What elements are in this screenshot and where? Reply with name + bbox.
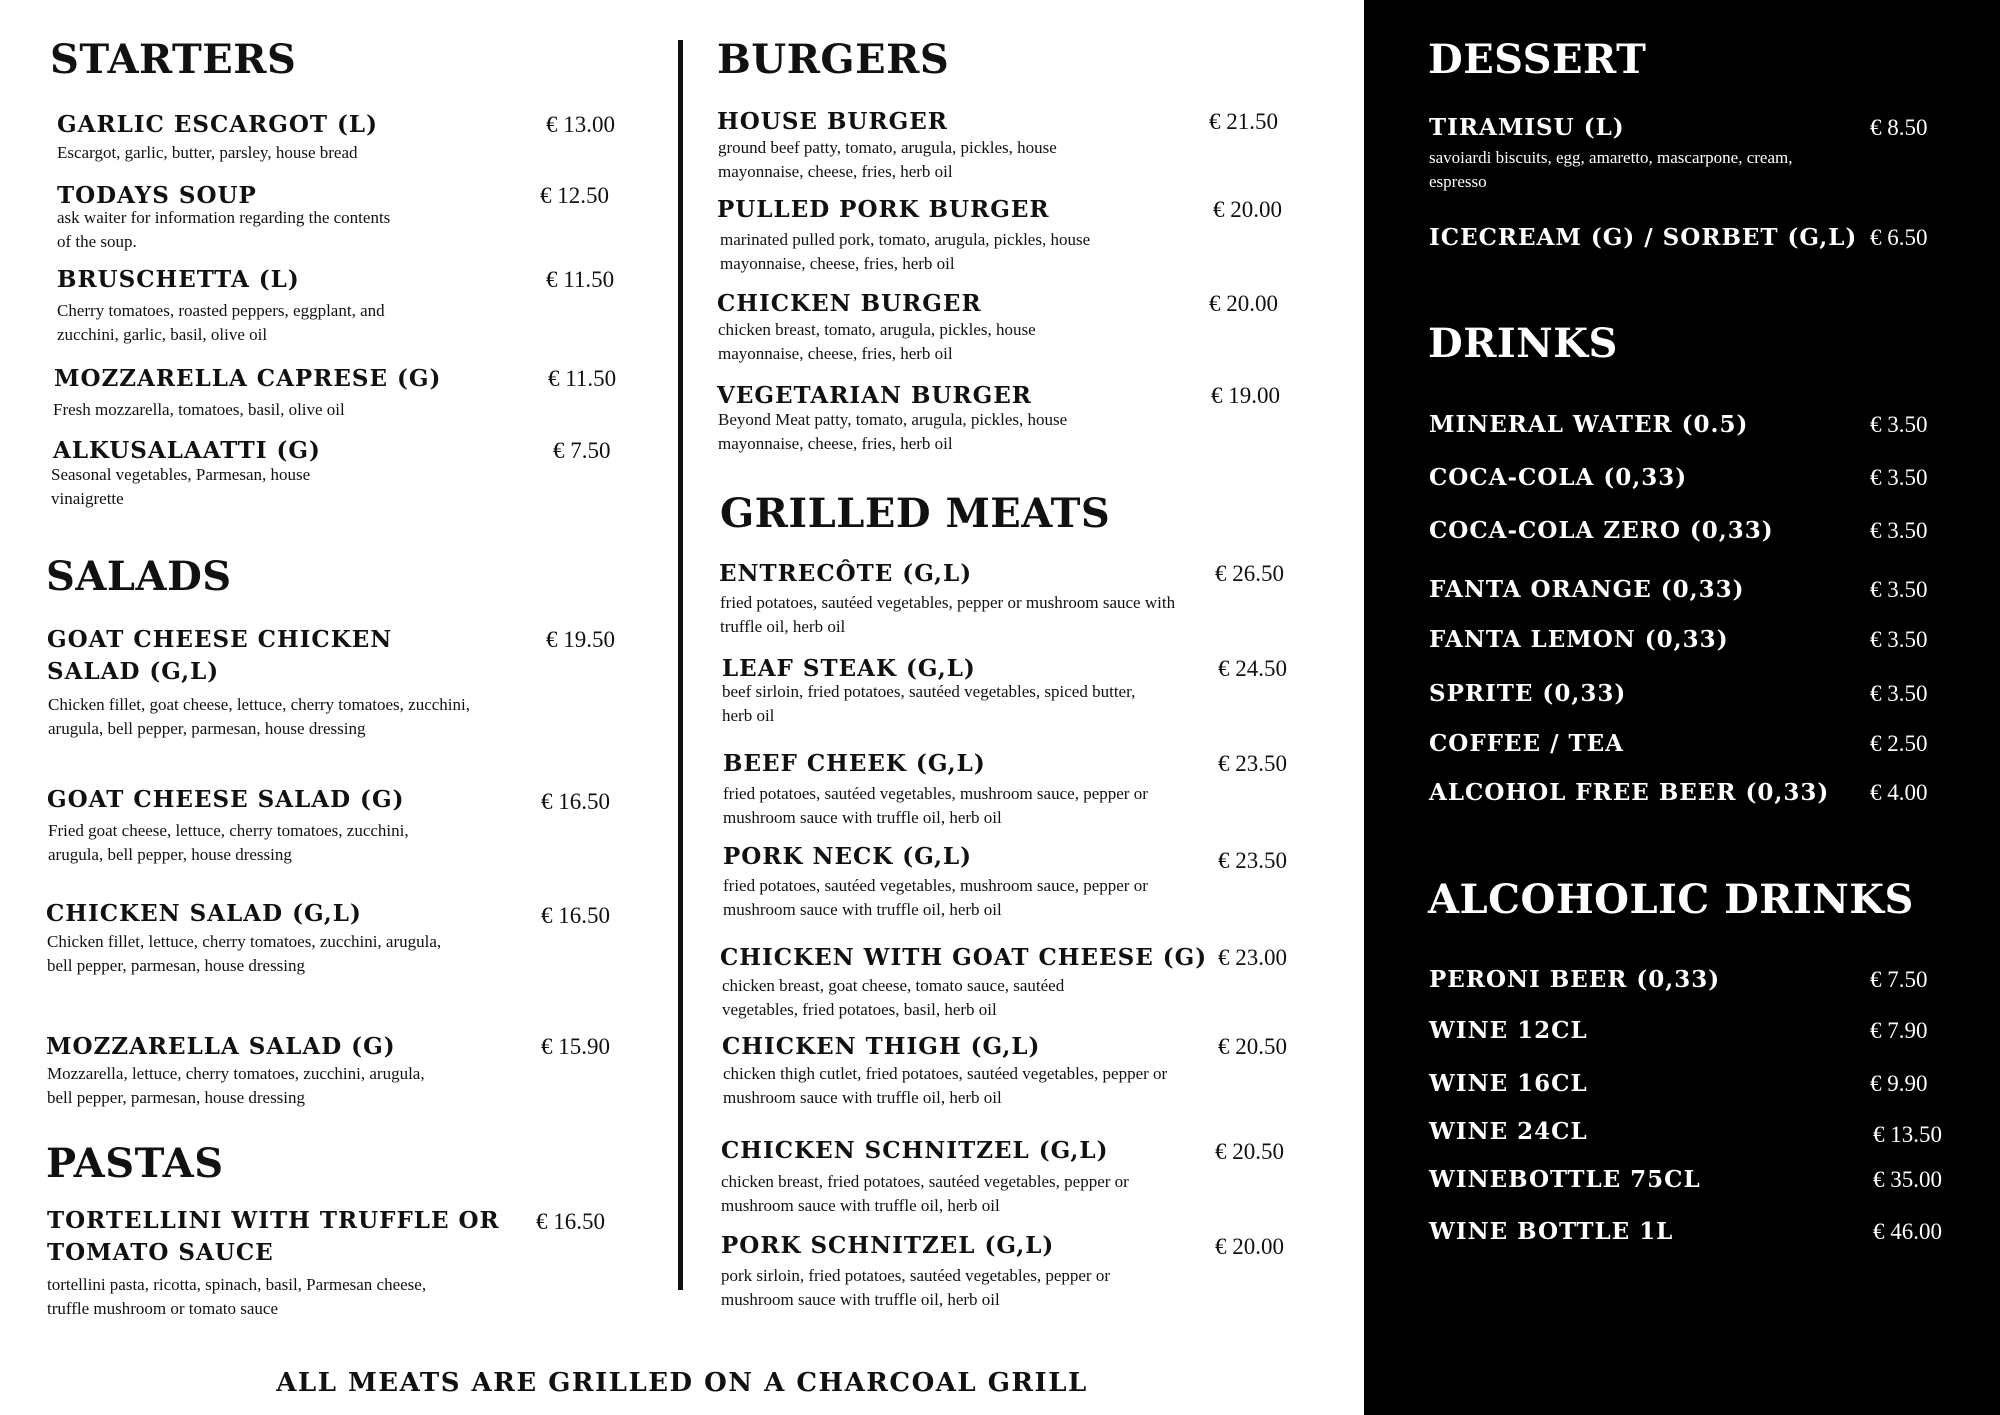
item-description: savoiardi biscuits, egg, amaretto, mascarpone, cream, espresso (1429, 148, 1793, 191)
item-name: WINE 12CL (1429, 1017, 1588, 1044)
item-name: SPRITE (0,33) (1429, 680, 1627, 707)
salads-title: SALADS (46, 553, 232, 600)
item-price: € 11.50 (548, 366, 617, 391)
item-price: € 9.90 (1870, 1071, 1928, 1096)
item-price: € 6.50 (1870, 225, 1928, 250)
item-name: ENTRECÔTE (G,L) (719, 560, 973, 587)
item-name: CHICKEN WITH GOAT CHEESE (G) (720, 944, 1208, 971)
item-price: € 4.00 (1870, 780, 1928, 805)
item-price: € 8.50 (1870, 115, 1928, 140)
item-price: € 24.50 (1218, 656, 1287, 681)
item-name: TORTELLINI WITH TRUFFLE OR TOMATO SAUCE (47, 1207, 500, 1266)
alcoholic-drinks-title: ALCOHOLIC DRINKS (1428, 876, 1914, 923)
item-name: ICECREAM (G) / SORBET (G,L) (1429, 224, 1858, 251)
item-name: CHICKEN THIGH (G,L) (722, 1033, 1041, 1060)
item-price: € 3.50 (1870, 518, 1928, 543)
item-price: € 20.00 (1215, 1234, 1284, 1259)
item-name: COCA-COLA (0,33) (1429, 464, 1688, 491)
item-name: PULLED PORK BURGER (717, 196, 1050, 223)
item-price: € 12.50 (540, 183, 609, 208)
item-price: € 3.50 (1870, 681, 1928, 706)
item-price: € 3.50 (1870, 627, 1928, 652)
item-description: Cherry tomatoes, roasted peppers, eggplant, and zucchini, garlic, basil, olive oil (57, 301, 385, 344)
item-description: Fresh mozzarella, tomatoes, basil, olive oil (53, 400, 345, 419)
item-name: COFFEE / TEA (1429, 730, 1624, 757)
item-price: € 13.50 (1873, 1122, 1942, 1147)
item-description: fried potatoes, sautéed vegetables, mushroom sauce, pepper or mushroom sauce with truffle oil, herb oil (723, 784, 1148, 827)
drinks-title: DRINKS (1428, 320, 1618, 367)
item-price: € 13.00 (546, 112, 615, 137)
item-price: € 7.50 (553, 438, 611, 463)
item-description: Beyond Meat patty, tomato, arugula, pickles, house mayonnaise, cheese, fries, herb oil (718, 410, 1068, 453)
item-price: € 16.50 (541, 903, 610, 928)
item-name: MINERAL WATER (0.5) (1429, 411, 1749, 438)
item-name: ALKUSALAATTI (G) (53, 437, 321, 464)
item-description: chicken breast, goat cheese, tomato sauce, sautéed vegetables, fried potatoes, basil, herb oil (722, 976, 1065, 1019)
item-name: CHICKEN BURGER (717, 290, 982, 317)
item-name: WINE BOTTLE 1L (1429, 1218, 1674, 1245)
item-name: ALCOHOL FREE BEER (0,33) (1429, 779, 1830, 806)
item-name: COCA-COLA ZERO (0,33) (1429, 517, 1774, 544)
item-price: € 46.00 (1873, 1219, 1942, 1244)
starters-title: STARTERS (50, 36, 297, 83)
item-name: GOAT CHEESE SALAD (G) (47, 786, 405, 813)
item-description: pork sirloin, fried potatoes, sautéed vegetables, pepper or mushroom sauce with truffle oil, herb oil (721, 1266, 1110, 1309)
item-description: chicken thigh cutlet, fried potatoes, sautéed vegetables, pepper or mushroom sauce with truffle oil, herb oil (723, 1064, 1168, 1107)
item-price: € 16.50 (541, 789, 610, 814)
item-name: CHICKEN SALAD (G,L) (46, 900, 362, 927)
item-price: € 3.50 (1870, 412, 1928, 437)
column-divider (678, 40, 683, 1290)
item-name: TODAYS SOUP (57, 182, 257, 209)
item-name: FANTA ORANGE (0,33) (1429, 576, 1745, 603)
item-name: WINE 16CL (1429, 1070, 1588, 1097)
item-price: € 20.50 (1215, 1139, 1284, 1164)
item-price: € 15.90 (541, 1034, 610, 1059)
item-description: Chicken fillet, goat cheese, lettuce, cherry tomatoes, zucchini, arugula, bell pepper, parmesan, house dressing (48, 695, 470, 738)
item-price: € 2.50 (1870, 731, 1928, 756)
item-price: € 35.00 (1873, 1167, 1942, 1192)
item-name: GARLIC ESCARGOT (L) (57, 111, 378, 138)
item-name: PORK SCHNITZEL (G,L) (721, 1232, 1055, 1259)
burgers-title: BURGERS (717, 36, 950, 83)
item-description: chicken breast, fried potatoes, sautéed vegetables, pepper or mushroom sauce with truffle oil, herb oil (721, 1172, 1129, 1215)
item-price: € 7.90 (1870, 1018, 1928, 1043)
item-name: WINE 24CL (1429, 1118, 1588, 1145)
item-description: Seasonal vegetables, Parmesan, house vinaigrette (51, 465, 311, 508)
item-price: € 3.50 (1870, 465, 1928, 490)
item-price: € 20.50 (1218, 1034, 1287, 1059)
pastas-title: PASTAS (46, 1140, 224, 1187)
item-name: CHICKEN SCHNITZEL (G,L) (721, 1137, 1109, 1164)
item-description: Mozzarella, lettuce, cherry tomatoes, zucchini, arugula, bell pepper, parmesan, house dressing (47, 1064, 425, 1107)
item-description: marinated pulled pork, tomato, arugula, pickles, house mayonnaise, cheese, fries, herb oil (720, 230, 1091, 273)
item-description: chicken breast, tomato, arugula, pickles, house mayonnaise, cheese, fries, herb oil (718, 320, 1036, 363)
item-name: MOZZARELLA SALAD (G) (46, 1033, 396, 1060)
item-price: € 19.50 (546, 627, 615, 652)
item-price: € 21.50 (1209, 109, 1278, 134)
item-price: € 23.50 (1218, 751, 1287, 776)
dark-panel (1364, 0, 2000, 1415)
item-price: € 19.00 (1211, 383, 1280, 408)
item-price: € 26.50 (1215, 561, 1284, 586)
item-description: fried potatoes, sautéed vegetables, mushroom sauce, pepper or mushroom sauce with truffle oil, herb oil (723, 876, 1148, 919)
item-name: GOAT CHEESE CHICKEN SALAD (G,L) (47, 626, 393, 685)
item-price: € 23.00 (1218, 945, 1287, 970)
item-name: VEGETARIAN BURGER (717, 382, 1032, 409)
item-name: MOZZARELLA CAPRESE (G) (54, 365, 442, 392)
item-name: HOUSE BURGER (717, 108, 948, 135)
item-description: beef sirloin, fried potatoes, sautéed vegetables, spiced butter, herb oil (722, 682, 1136, 725)
dessert-title: DESSERT (1428, 36, 1647, 83)
item-name: FANTA LEMON (0,33) (1429, 626, 1729, 653)
item-description: ask waiter for information regarding the contents of the soup. (57, 208, 391, 251)
item-name: PORK NECK (G,L) (723, 843, 973, 870)
item-price: € 7.50 (1870, 967, 1928, 992)
item-name: BRUSCHETTA (L) (57, 266, 300, 293)
item-name: TIRAMISU (L) (1429, 114, 1625, 141)
item-description: fried potatoes, sautéed vegetables, pepper or mushroom sauce with truffle oil, herb oil (720, 593, 1176, 636)
item-price: € 23.50 (1218, 848, 1287, 873)
item-price: € 20.00 (1209, 291, 1278, 316)
item-description: Fried goat cheese, lettuce, cherry tomatoes, zucchini, arugula, bell pepper, house dressing (48, 821, 409, 864)
item-description: ground beef patty, tomato, arugula, pickles, house mayonnaise, cheese, fries, herb oil (718, 138, 1057, 181)
item-description: Escargot, garlic, butter, parsley, house bread (57, 143, 358, 162)
item-price: € 16.50 (536, 1209, 605, 1234)
item-description: Chicken fillet, lettuce, cherry tomatoes, zucchini, arugula, bell pepper, parmesan, house dressing (47, 932, 442, 975)
item-description: tortellini pasta, ricotta, spinach, basil, Parmesan cheese, truffle mushroom or tomato sauce (47, 1275, 427, 1318)
item-price: € 20.00 (1213, 197, 1282, 222)
charcoal-grill-note: ALL MEATS ARE GRILLED ON A CHARCOAL GRILL (276, 1368, 1088, 1398)
item-name: BEEF CHEEK (G,L) (723, 750, 986, 777)
item-price: € 3.50 (1870, 577, 1928, 602)
grilled-meats-title: GRILLED MEATS (720, 490, 1111, 537)
item-name: WINEBOTTLE 75CL (1429, 1166, 1701, 1193)
item-name: LEAF STEAK (G,L) (722, 655, 976, 682)
item-price: € 11.50 (546, 267, 615, 292)
item-name: PERONI BEER (0,33) (1429, 966, 1721, 993)
